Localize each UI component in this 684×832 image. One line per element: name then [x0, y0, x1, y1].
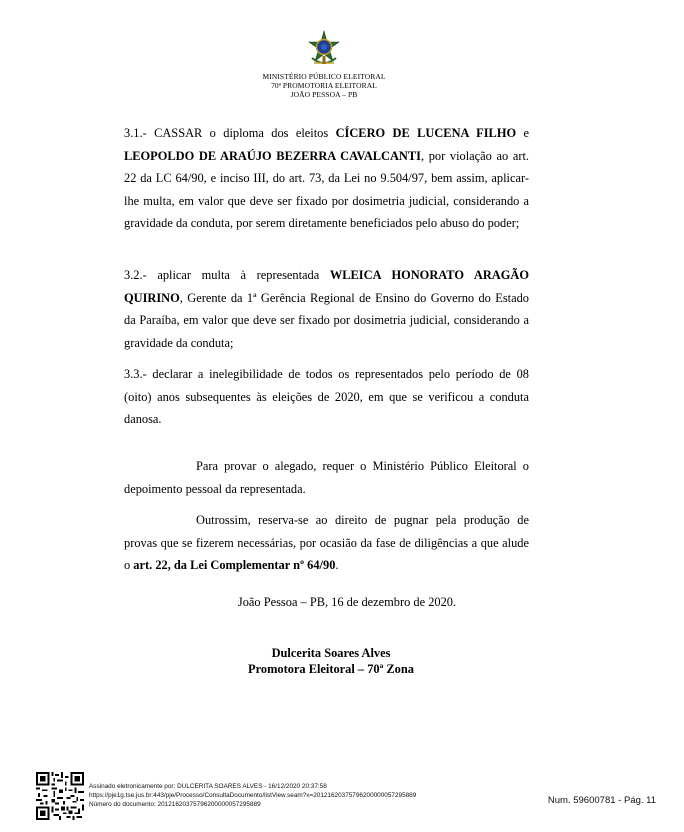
p5-text-c: .	[335, 558, 339, 573]
verification-url[interactable]: https://pje1g.tse.jus.br:443/pje/Processo/ConsultaDocumento/listView.seam?x=20121620375796200000057295889	[89, 792, 417, 799]
paragraph-evidence-request	[124, 455, 529, 500]
city-state: JOÃO PESSOA – PB	[290, 90, 358, 99]
document-number: Número do documento: 20121620375796200000057295889	[89, 801, 261, 808]
promotoria-name: 70ª PROMOTORIA ELEITORAL	[271, 81, 377, 90]
p1-text-c: e	[516, 126, 529, 140]
p1-name-cicero: CÍCERO DE LUCENA FILHO	[335, 126, 517, 140]
p3-text: 3.3.- declarar a inelegibilidade de todos os representados pelo período de 08 (oito) anos subsequentes às eleições de 2020, em que se verificou a conduta danosa.	[124, 367, 529, 427]
signature-block	[0, 645, 662, 677]
signed-by-line: Assinado eletronicamente por: DULCERITA SOARES ALVES - 16/12/2020 20:37:58	[89, 783, 327, 790]
p1-text-a: 3.1.- CASSAR o diploma dos eleitos	[124, 126, 336, 140]
electronic-signature-footer	[0, 768, 684, 832]
page-number: Num. 59600781 - Pág. 11	[547, 795, 656, 806]
qr-code-icon	[36, 772, 84, 820]
signer-role: Promotora Eleitoral – 70ª Zona	[248, 662, 414, 676]
place-date-text: João Pessoa – PB, 16 de dezembro de 2020.	[237, 595, 457, 609]
p1-name-leopoldo: LEOPOLDO DE ARAÚJO BEZERRA CAVALCANTI	[124, 148, 421, 163]
letterhead	[0, 30, 648, 99]
p5-text-a: Outrossim, reserva-se ao direito de pugnar pela produção de provas que se fizerem necessárias, por ocasião da fase de diligências a que alude o	[124, 513, 529, 573]
signature-metadata	[89, 782, 416, 809]
ministry-name: MINISTÉRIO PÚBLICO ELEITORAL	[262, 72, 386, 81]
paragraph-3-2	[124, 264, 529, 354]
paragraph-3-3	[124, 363, 529, 431]
p5-law-reference: art. 22, da Lei Complementar nº 64/90	[133, 558, 336, 573]
p1-text-d: , por violação ao art. 22 da LC 64/90, e inciso III, do art. 73, da Lei no 9.504/97, bem assim, aplicar-lhe multa, em valor que deve ser fixado por dosimetria judicial, considerando a gravidade da conduta, por serem diretamente beneficiados pelo abuso do poder;	[124, 148, 529, 231]
paragraph-diligences	[124, 509, 529, 577]
place-and-date	[0, 595, 684, 610]
signer-name: Dulcerita Soares Alves	[271, 646, 391, 660]
paragraph-3-1	[124, 122, 529, 235]
p2-name-wleica: WLEICA HONORATO ARAGÃO QUIRINO	[124, 268, 529, 305]
brazil-coat-of-arms-icon	[304, 30, 344, 70]
p4-text: Para provar o alegado, requer o Ministério Público Eleitoral o depoimento pessoal da representada.	[124, 459, 529, 496]
p2-text-c: , Gerente da 1ª Gerência Regional de Ensino do Governo do Estado da Paraíba, em valor que deve ser fixado por dosimetria judicial, considerando a gravidade da conduta;	[124, 290, 529, 350]
p2-text-a: 3.2.- aplicar multa à representada	[124, 268, 330, 282]
